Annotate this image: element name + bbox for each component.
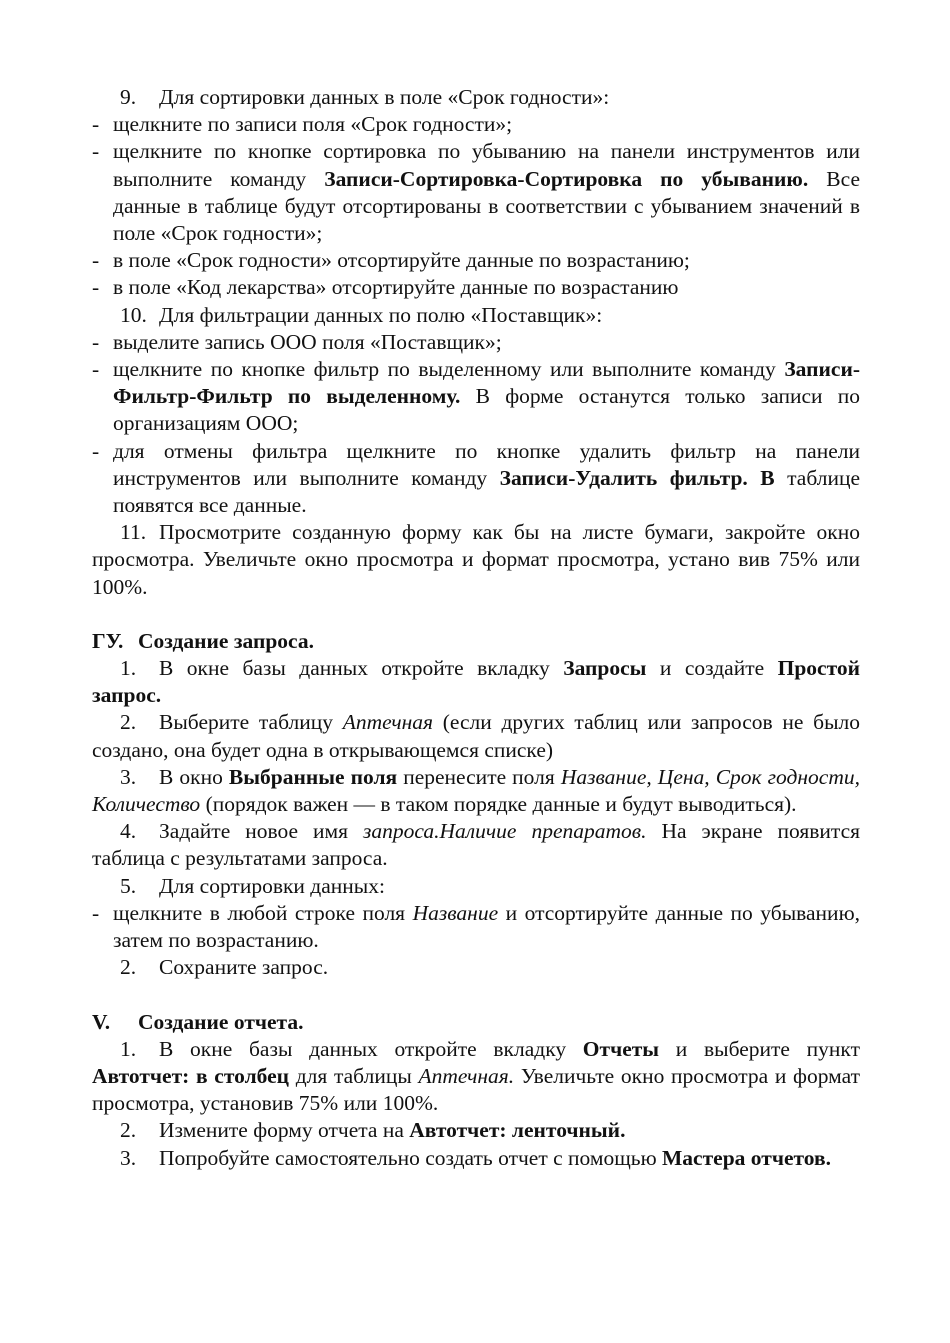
step-10-title: 10. Для фильтрации данных по полю «Поставщик»: (92, 302, 860, 329)
step-11: 11. Просмотрите созданную форму как бы на листе бумаги, закройте окно просмотра. Увеличьте окно просмотра и формат просмотра, устано вив 75% или 100%. (92, 520, 860, 599)
step-10-bullet-3: - для отмены фильтра щелкните по кнопке удалить фильтр на панели инструментов или выполните команду Записи-Удалить фильтр. В таблице появятся все данные. (92, 438, 861, 518)
step-number: 3. (120, 764, 137, 789)
report-step-1: 1. В окне базы данных откройте вкладку Отчеты и выберите пункт Автотчет: в столбец для таблицы Аптечная. Увеличьте окно просмотра и формат просмотра, установив 75% или 100%. (92, 1036, 860, 1116)
report-step-3: 3. Попробуйте самостоятельно создать отчет с помощью Мастера отчетов. (92, 1145, 860, 1172)
step-number: 10. (120, 302, 147, 327)
report-step-2: 2. Измените форму отчета на Автотчет: ленточный. (92, 1117, 860, 1144)
query-step-5-bullet: - щелкните в любой строке поля Название и отсортируйте данные по убыванию, затем по возрастанию. (92, 900, 861, 953)
step-number: 9. (120, 85, 137, 109)
step-10-bullet-1: - выделите запись ООО поля «Поставщик»; (92, 329, 502, 354)
query-step-1: 1. В окне базы данных откройте вкладку Запросы и создайте Простой запрос. (92, 656, 860, 708)
section-4-heading: ГУ. Создание запроса. (92, 628, 314, 653)
step-number: 4. (120, 819, 137, 844)
query-step-2: 2. Выберите таблицу Аптечная (если других таблиц или запросов не было создано, она будет одна в открывающемся списке) (92, 710, 860, 762)
step-9-bullet-1: - щелкните по записи поля «Срок годности»; (92, 112, 513, 137)
document-page (92, 84, 860, 1172)
query-step-5: 5. Для сортировки данных: (92, 873, 860, 900)
step-number: 2. (120, 710, 137, 735)
section-5-heading: V. Создание отчета. (92, 1009, 304, 1034)
query-step-save: 2. Сохраните запрос. (92, 954, 860, 981)
step-number: 2. (120, 955, 137, 980)
step-9-title: 9. Для сортировки данных в поле «Срок годности»: (92, 84, 860, 111)
step-number: 11. (120, 520, 147, 545)
query-step-4: 4. Задайте новое имя запроса.Наличие препаратов. На экране появится таблица с результатами запроса. (92, 819, 860, 871)
step-number: 1. (120, 656, 137, 681)
step-number: 1. (120, 1036, 137, 1061)
step-9-bullet-2: - щелкните по кнопке сортировка по убыванию на панели инструментов или выполните команду Записи-Сортировка-Сортировка по убыванию. Все данные в таблице будут отсортированы в соответствии с убыванием значений в поле «Срок годности»; (92, 139, 860, 246)
step-number: 2. (120, 1118, 137, 1143)
section-spacer (92, 982, 860, 1009)
step-9-bullet-3: - в поле «Срок годности» отсортируйте данные по возрастанию; (92, 248, 690, 273)
step-9-bullet-4: - в поле «Код лекарства» отсортируйте данные по возрастанию (92, 275, 679, 300)
step-number: 3. (120, 1145, 137, 1170)
section-spacer (92, 601, 860, 628)
query-step-3: 3. В окно Выбранные поля перенесите поля Название, Цена, Срок годности, Количество (порядок важен — в таком порядке данные и будут выводиться). (92, 764, 860, 817)
step-10-bullet-2: - щелкните по кнопке фильтр по выделенному или выполните команду Записи-Фильтр-Фильтр по выделенному. В форме останутся только записи по организациям ООО; (92, 357, 860, 436)
step-number: 5. (120, 873, 137, 898)
